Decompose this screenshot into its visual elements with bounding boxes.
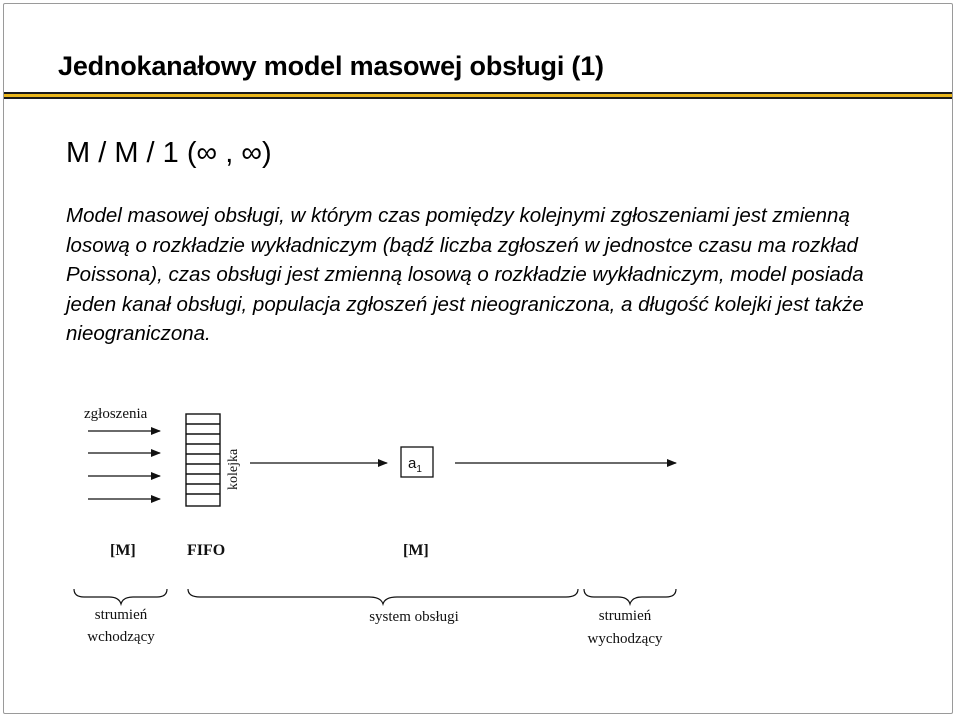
- arrivals-label: zgłoszenia: [84, 406, 148, 422]
- queue-diagram: [4, 384, 764, 664]
- model-description: Model masowej obsługi, w którym czas pomiędzy kolejnymi zgłoszeniami jest zmienną losową o rozkładzie wykładniczym (bądź liczba zgłoszeń w jednostce czasu ma rozkład Poissona), czas obsługi jest zmienną losową o rozkładzie wykładniczym, model posiada jeden kanał obsługi, populacja zgłoszeń jest nieograniczona, a długość kolejki jest także nieograniczona.: [66, 204, 864, 345]
- slide: [3, 3, 953, 714]
- arrival-distribution-label: [M]: [110, 542, 136, 559]
- incoming-brace: [74, 589, 167, 604]
- service-system-label: system obsługi: [369, 609, 459, 625]
- outgoing-stream-label-2: wychodzący: [587, 631, 663, 647]
- outgoing-brace: [584, 589, 676, 604]
- outgoing-stream-label-1: strumień: [598, 608, 652, 624]
- incoming-stream-label-1: strumień: [94, 607, 148, 623]
- service-system-brace: [188, 589, 578, 604]
- server-label-main: a: [408, 455, 417, 472]
- model-name: M / M / 1 (∞ , ∞): [66, 137, 272, 169]
- slide-title: Jednokanałowy model masowej obsługi (1): [58, 51, 604, 81]
- title-rule: [4, 92, 952, 99]
- queue-buffer: [186, 414, 220, 506]
- server-label-subscript: 1: [416, 464, 422, 475]
- service-distribution-label: [M]: [403, 542, 429, 559]
- incoming-stream-label-2: wchodzący: [87, 629, 155, 645]
- queue-label: kolejka: [226, 448, 241, 490]
- queue-discipline-label: FIFO: [187, 542, 226, 559]
